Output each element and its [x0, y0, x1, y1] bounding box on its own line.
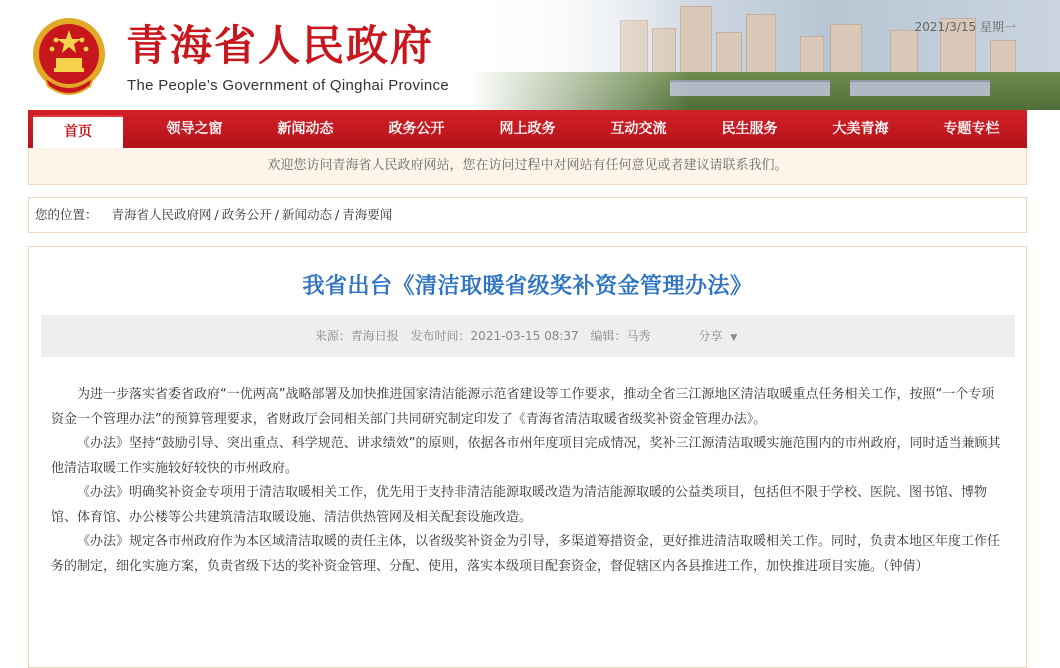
nav-item-livelihood[interactable]: 民生服务: [721, 121, 778, 137]
nav-item-interaction[interactable]: 互动交流: [610, 121, 667, 137]
article-paragraph: 《办法》坚持“鼓励引导、突出重点、科学规范、讲求绩效”的原则，依据各市州年度项目完成情况，奖补三江源清洁取暖实施范围内的市州政府，同时适当兼顾其他清洁取暖工作实施较好较快的市州政府。: [51, 436, 1001, 476]
article-source: 来源：青海日报: [314, 329, 399, 343]
article-body: [51, 383, 1003, 579]
share-button[interactable]: [694, 329, 741, 343]
article-paragraph: 《办法》规定各市州政府作为本区域清洁取暖的责任主体，以省级奖补资金为引导，多渠道筹措资金，更好推进清洁取暖相关工作。同时，负责本地区年度工作任务的制定，细化实施方案，负责省级下达的奖补资金管理、分配、使用，落实本级项目配套资金，督促辖区内各县推进工作，加快推进项目实施。（钟倩）: [51, 534, 1001, 574]
nav-item-leaders[interactable]: 领导之窗: [166, 121, 223, 137]
nav-item-home[interactable]: 首页: [33, 115, 123, 150]
current-date: 2021/3/15 星期一: [914, 20, 1016, 34]
article-container: [28, 246, 1027, 668]
nav-item-online-services[interactable]: 网上政务: [499, 121, 556, 137]
site-title[interactable]: 青海省人民政府: [126, 21, 435, 70]
nav-item-special-topics[interactable]: 专题专栏: [943, 121, 1000, 137]
welcome-banner: 欢迎您访问青海省人民政府网站，您在访问过程中对网站有任何意见或者建议请联系我们。: [28, 148, 1027, 185]
site-header: [0, 0, 1060, 110]
article-publish-time: 发布时间：2021-03-15 08:37: [410, 329, 579, 343]
main-nav: [28, 110, 1027, 148]
breadcrumb-item-news[interactable]: 新闻动态: [281, 207, 332, 222]
nav-item-beautiful-qinghai[interactable]: 大美青海: [832, 121, 889, 137]
breadcrumb-separator: /: [214, 207, 219, 222]
article-meta: [41, 315, 1015, 357]
breadcrumb-separator: /: [335, 207, 340, 222]
nav-item-news[interactable]: 新闻动态: [277, 121, 334, 137]
article-paragraph: 为进一步落实省委省政府“一优两高”战略部署及加快推进国家清洁能源示范省建设等工作要求，推动全省三江源地区清洁取暖重点任务相关工作，按照“一个专项资金一个管理办法”的预算管理要求，省财政厅会同相关部门共同研究制定印发了《青海省清洁取暖省级奖补资金管理办法》。: [51, 387, 995, 427]
header-city-photo: [470, 0, 1060, 110]
breadcrumb-item-qinghai-news[interactable]: 青海要闻: [342, 207, 393, 222]
share-label: 分享: [698, 329, 723, 343]
breadcrumb-separator: /: [274, 207, 279, 222]
article-title: 我省出台《清洁取暖省级奖补资金管理办法》: [302, 274, 753, 299]
article-editor: 编辑：马秀: [590, 329, 651, 343]
breadcrumb-item-gov-affairs[interactable]: 政务公开: [221, 207, 272, 222]
article-paragraph: 《办法》明确奖补资金专项用于清洁取暖相关工作，优先用于支持非清洁能源取暖改造为清洁能源取暖的公益类项目，包括但不限于学校、医院、图书馆、博物馆、体育馆、办公楼等公共建筑清洁取暖设施、清洁供热管网及相关配套设施改造。: [51, 485, 988, 525]
national-emblem-icon[interactable]: [30, 14, 108, 100]
breadcrumb-item-home[interactable]: 青海省人民政府网: [111, 207, 212, 222]
nav-item-gov-affairs[interactable]: 政务公开: [388, 121, 445, 137]
site-subtitle: The People’s Government of Qinghai Province: [127, 77, 449, 94]
breadcrumb-label: 您的位置：: [35, 207, 98, 222]
chevron-down-icon: ▼: [730, 333, 738, 343]
breadcrumb: [28, 197, 1027, 233]
